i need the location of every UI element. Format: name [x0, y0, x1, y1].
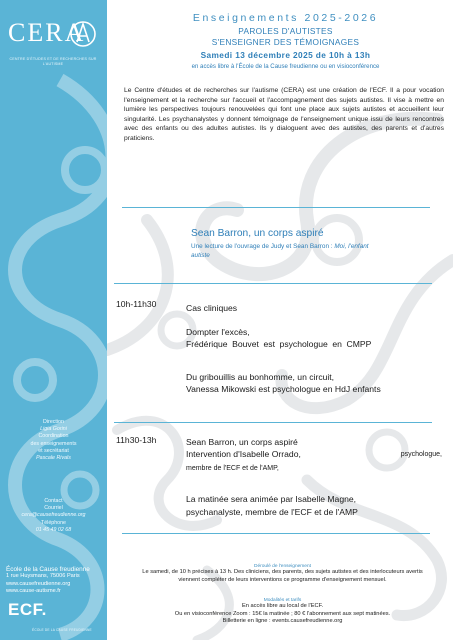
session-subtitle — [191, 243, 451, 260]
divider — [122, 207, 430, 208]
cas-cliniques: Cas cliniques — [186, 303, 238, 313]
divider — [114, 283, 432, 284]
coord-name: Pascale Rivals — [36, 455, 71, 462]
contact-label: Contact — [44, 498, 63, 504]
coord-label-2: des enseignements — [30, 440, 77, 447]
subtitle-prefix: Une lecture de l'ouvrage de Judy et Sean Barron : — [191, 243, 335, 250]
event-date: Samedi 13 décembre 2025 de 10h à 13h — [200, 50, 371, 60]
talk-3-title: Sean Barron, un corps aspiré — [186, 437, 298, 447]
event-access: en accès libre à l'École de la Cause freudienne ou en visioconférence — [191, 63, 380, 70]
coord-label-1: Coordination — [38, 433, 69, 440]
school-address: 1 rue Huysmans, 75006 Paris — [6, 573, 80, 580]
direction-label: Direction — [43, 419, 64, 425]
divider — [114, 422, 432, 423]
intro-paragraph: Le Centre d'études et de recherches sur l'autisme (CERA) est une création de l'ECF. Il a pour vocation l'enseignement et la recherche sur l'accueil et l'accompagnement des sujets autistes. Il vise à mettre en lumière les perspectives toujours renouvelées qui font une place aux sujets autistes et accueillent leur singularité. Les psychanalystes y donnent témoignage de l'enseignement unique issu de leurs rencontres avec des enfants ou des adultes autistes. Ils y dialoguent avec des autistes, des parents et d'autres praticiens. — [124, 87, 444, 142]
staff-block — [0, 419, 107, 462]
contact-block — [0, 498, 107, 534]
logo-emblem-icon — [68, 18, 98, 50]
event-title-line1: PAROLES D'AUTISTES — [238, 26, 333, 36]
modalites-text-1: En accès libre au local de l'ECF. — [241, 603, 324, 609]
talk-3-role: psychologue, — [400, 451, 442, 458]
logo-text: CERA — [8, 18, 86, 47]
deroule-label: Déroulé de l'enseignement — [254, 564, 311, 569]
sidebar — [0, 0, 107, 640]
modalites-block — [112, 598, 453, 626]
talk-2-speaker: Vanessa Mikowski est psychologue en HdJ enfants — [186, 384, 381, 394]
moderator-line-1: La matinée sera animée par Isabelle Magne, — [186, 494, 357, 504]
site-link-1[interactable]: www.causefreudienne.org — [6, 580, 71, 587]
background-swirl — [107, 100, 453, 640]
time-slot-1: 10h-11h30 — [116, 299, 157, 309]
talk-2-title: Du gribouillis au bonhomme, un circuit, — [186, 372, 335, 382]
talk-3-speaker: Intervention d'Isabelle Orrado, — [186, 449, 301, 459]
school-block — [6, 566, 102, 596]
talk-1-speaker: Frédérique Bouvet est psychologue en CMPP — [186, 339, 372, 349]
book-title-1: Moi, l'enfant — [334, 243, 369, 250]
ticketing-link[interactable]: Billetterie en ligne : events.causefreudienne.org — [222, 618, 343, 625]
talk-1-title: Dompter l'excès, — [186, 327, 250, 337]
time-slot-2: 11h30-13h — [116, 435, 157, 445]
courriel-label: Courriel — [44, 505, 63, 512]
deroule-text-1: Le samedi, de 10 h précises à 13 h. Des cliniciens, des parents, des sujets autistes et des interlocuteurs avertis — [142, 569, 423, 575]
email-link[interactable]: cera@causefreudienne.org — [21, 512, 86, 519]
logo-subtitle: CENTRE D'ÉTUDES ET DE RECHERCHES SUR L'AUTISME — [9, 57, 97, 66]
deroule-text-2: viennent compléter de leurs interventions ce programme d'enseignement mensuel. — [178, 576, 387, 583]
book-title-2: autiste — [191, 251, 210, 259]
session-title: Sean Barron, un corps aspiré — [191, 228, 324, 239]
school-name: École de la Cause freudienne — [6, 566, 90, 573]
ecf-logo-subtitle: ÉCOLE DE LA CAUSE FREUDIENNE — [32, 628, 92, 632]
coord-label-3: et secrétariat — [38, 447, 69, 454]
tel-label: Téléphone — [40, 519, 67, 526]
moderator-line-2: psychanalyste, membre de l'ECF et de l'AMP — [186, 507, 358, 517]
direction-name: Ligia Gorini — [40, 426, 67, 433]
divider — [122, 533, 430, 534]
modalites-label: Modalités et tarifs — [263, 598, 302, 603]
ecf-logo: ECF. — [8, 600, 47, 619]
deroule-block — [112, 564, 453, 584]
talk-3-membership: membre de l'ECF et de l'AMP, — [186, 465, 279, 472]
site-link-2[interactable]: www.cause-autisme.fr — [6, 588, 61, 595]
series-title: Enseignements 2025-2026 — [192, 12, 379, 24]
phone-number: 01 45 49 02 68 — [35, 526, 72, 533]
modalites-text-2: Ou en visioconférence Zoom : 15€ la matinée ; 80 € l'abonnement aux sept matinées. — [174, 610, 391, 617]
event-title-line2: S'ENSEIGNER DES TÉMOIGNAGES — [211, 37, 360, 47]
talk-3-intervention — [186, 449, 442, 461]
ornament-swirl — [0, 60, 107, 640]
